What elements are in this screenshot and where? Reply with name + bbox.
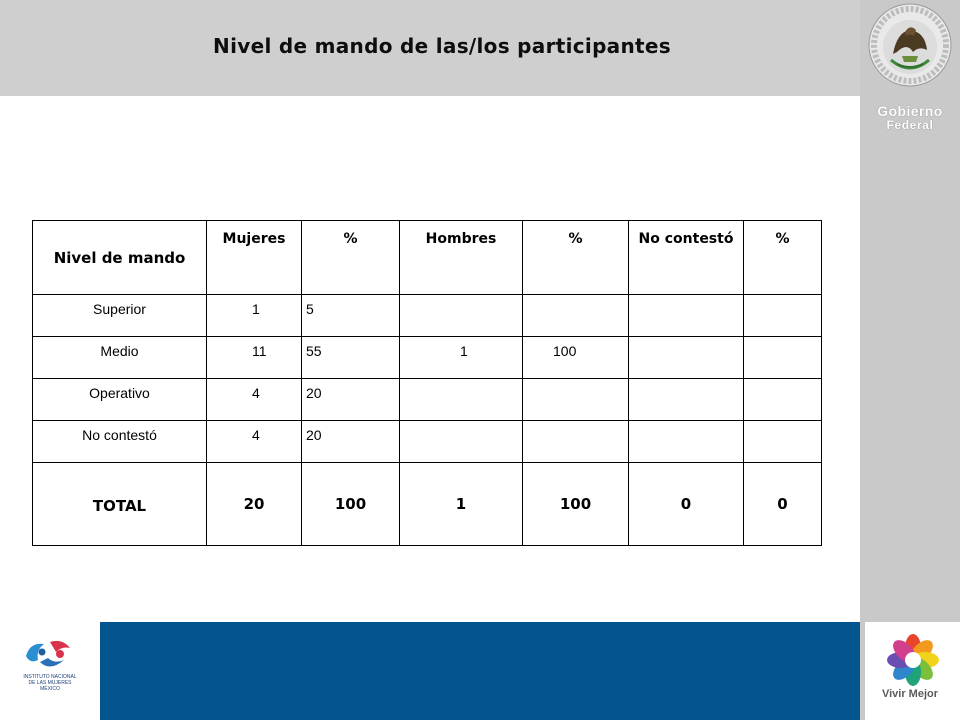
cell-pct-no-contesto	[744, 295, 822, 337]
cell-pct-hombres	[523, 421, 629, 463]
inmujeres-label	[14, 674, 86, 692]
cell-total-pct-mujeres: 100	[302, 463, 400, 546]
table-total-row	[33, 463, 822, 546]
table-header-row	[33, 221, 822, 295]
header-mujeres: Mujeres	[207, 221, 302, 295]
cell-pct-mujeres: 20	[302, 421, 400, 463]
cell-no-contesto	[629, 379, 744, 421]
cell-pct-mujeres: 55	[302, 337, 400, 379]
cell-hombres	[400, 379, 523, 421]
participants-table	[32, 220, 822, 546]
table-row	[33, 337, 822, 379]
cell-pct-no-contesto	[744, 337, 822, 379]
gobierno-label: Gobierno	[877, 103, 943, 119]
inmujeres-line-1: INSTITUTO NACIONAL	[23, 674, 77, 680]
cell-nivel: Medio	[33, 337, 207, 379]
cell-mujeres: 1	[207, 295, 302, 337]
table-row	[33, 421, 822, 463]
cell-hombres: 1	[400, 337, 523, 379]
cell-total-pct-hombres: 100	[523, 463, 629, 546]
cell-total-hombres: 1	[400, 463, 523, 546]
cell-mujeres: 4	[207, 421, 302, 463]
cell-mujeres: 11	[207, 337, 302, 379]
header-pct-hombres: %	[523, 221, 629, 295]
cell-no-contesto	[629, 295, 744, 337]
header-hombres: Hombres	[400, 221, 523, 295]
header-pct-no-contesto: %	[744, 221, 822, 295]
vivir-mejor-label: Vivir Mejor	[881, 688, 939, 700]
cell-pct-no-contesto	[744, 421, 822, 463]
header-pct-mujeres: %	[302, 221, 400, 295]
mexico-seal-icon	[867, 2, 953, 88]
cell-total-pct-no-contesto: 0	[744, 463, 822, 546]
slide-title: Nivel de mando de las/los participantes	[213, 34, 671, 58]
cell-total-no-contesto: 0	[629, 463, 744, 546]
inmujeres-line-2: DE LAS MUJERES	[28, 680, 72, 686]
inmujeres-logo-icon	[20, 636, 78, 676]
cell-pct-no-contesto	[744, 379, 822, 421]
cell-nivel: No contestó	[33, 421, 207, 463]
vivir-mejor-flower-icon	[885, 632, 941, 688]
cell-pct-mujeres: 5	[302, 295, 400, 337]
inmujeres-line-3: MÉXICO	[40, 686, 60, 692]
cell-nivel: Superior	[33, 295, 207, 337]
cell-total-label: TOTAL	[33, 463, 207, 546]
cell-hombres	[400, 421, 523, 463]
cell-pct-mujeres: 20	[302, 379, 400, 421]
cell-total-mujeres: 20	[207, 463, 302, 546]
federal-label: Federal	[886, 118, 934, 132]
header-nivel: Nivel de mando	[33, 221, 207, 295]
cell-nivel: Operativo	[33, 379, 207, 421]
cell-no-contesto	[629, 421, 744, 463]
cell-mujeres: 4	[207, 379, 302, 421]
cell-no-contesto	[629, 337, 744, 379]
cell-pct-hombres	[523, 379, 629, 421]
cell-hombres	[400, 295, 523, 337]
gobierno-federal-logo	[860, 104, 960, 132]
table-row	[33, 295, 822, 337]
table-row	[33, 379, 822, 421]
footer-bar	[100, 622, 860, 720]
cell-pct-hombres: 100	[523, 337, 629, 379]
cell-pct-hombres	[523, 295, 629, 337]
header-no-contesto: No contestó	[629, 221, 744, 295]
